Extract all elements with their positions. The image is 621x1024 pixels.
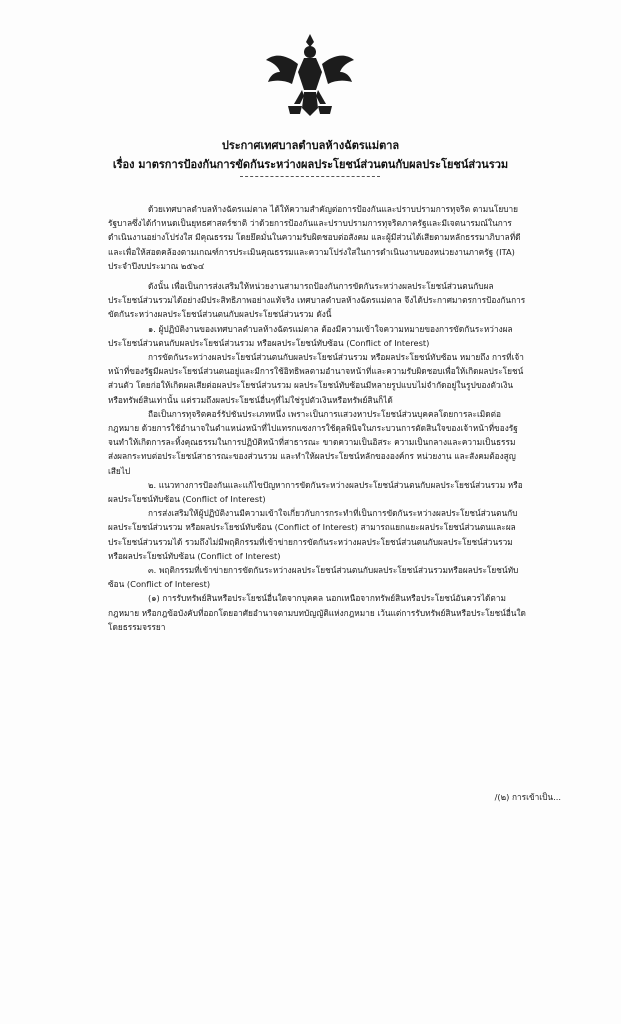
announcement-title: ประกาศเทศบาลตำบลห้างฉัตรแม่ตาล bbox=[221, 139, 400, 152]
paragraph: ๑. ผู้ปฏิบัติงานของเทศบาลตำบลห้างฉัตรแม่ตาล ต้องมีความเข้าใจความหมายของการขัดกันระหว่างผลประโยชน์ส่วนตนกับผลประโยชน์ส่วนรวม หรือผลประโยชน์ทับซ้อน (Conflict of Interest) bbox=[108, 323, 513, 348]
divider bbox=[240, 176, 380, 177]
document-body bbox=[108, 202, 526, 634]
paragraph: ถือเป็นการทุจริตคอร์รัปชันประเภทหนึ่ง เพราะเป็นการแสวงหาประโยชน์ส่วนบุคคลโดยการละเมิดต่อกฎหมาย ด้วยการใช้อำนาจในตำแหน่งหน้าที่ไปแทรกแซงการใช้ดุลพินิจในกระบวนการตัดสินใจของเจ้าหน้าที่ของรัฐ จนทำให้เกิดการละทิ้งคุณธรรมในการปฏิบัติหน้าที่สาธารณะ ขาดความเป็นอิสระ ความเป็นกลางและความเป็นธรรม ส่งผลกระทบต่อประโยชน์สาธารณะของส่วนรวม และทำให้ผลประโยชน์หลักขององค์กร หน่วยงาน และสังคมต้องสูญเสียไป bbox=[108, 408, 518, 476]
paragraph: (๑) การรับทรัพย์สินหรือประโยชน์อื่นใดจากบุคคล นอกเหนือจากทรัพย์สินหรือประโยชน์อันควรได้ตามกฎหมาย หรือกฎข้อบังคับที่ออกโดยอาศัยอำนาจตามบทบัญญัติแห่งกฎหมาย เว้นแต่การรับทรัพย์สินหรือประโยชน์อื่นใดโดยธรรมจรรยา bbox=[108, 593, 526, 632]
paragraph: ๒. แนวทางการป้องกันและแก้ไขปัญหาการขัดกันระหว่างผลประโยชน์ส่วนตนกับผลประโยชน์ส่วนรวม หรือผลประโยชน์ทับซ้อน (Conflict of Interest) bbox=[108, 479, 523, 505]
paragraph: การส่งเสริมให้ผู้ปฏิบัติงานมีความเข้าใจเกี่ยวกับการกระทำที่เป็นการขัดกันระหว่างผลประโยชน์ส่วนตนกับผลประโยชน์ส่วนรวม หรือผลประโยชน์ทับซ้อน (Conflict of Interest) สามารถแยกแยะผลประโยชน์ส่วนตนและผลประโยชน์ส่วนรวมได้ รวมถึงไม่มีพฤติกรรมที่เข้าข่ายการขัดกันระหว่างผลประโยชน์ส่วนตนกับผลประโยชน์ส่วนรวม หรือผลประโยชน์ทับซ้อน (Conflict of Interest) bbox=[108, 508, 518, 561]
paragraph: ๓. พฤติกรรมที่เข้าข่ายการขัดกันระหว่างผลประโยชน์ส่วนตนกับผลประโยชน์ส่วนรวมหรือผลประโยชน์ทับซ้อน (Conflict of Interest) bbox=[108, 565, 519, 590]
paragraph: การขัดกันระหว่างผลประโยชน์ส่วนตนกับผลประโยชน์ส่วนรวม หรือผลประโยชน์ทับซ้อน หมายถึง การที่เจ้าหน้าที่ของรัฐมีผลประโยชน์ส่วนตนอยู่และมีการใช้อิทธิพลตามอำนาจหน้าที่และความรับผิดชอบเพื่อให้เกิดผลประโยชน์ส่วนตัว โดยก่อให้เกิดผลเสียต่อผลประโยชน์ส่วนรวม ผลประโยชน์ทับซ้อนมีหลายรูปแบบไม่จำกัดอยู่ในรูปของตัวเงินหรือทรัพย์สินเท่านั้น แต่รวมถึงผลประโยชน์อื่นๆที่ไม่ใช่รูปตัวเงินหรือทรัพย์สินก็ได้ bbox=[108, 352, 524, 405]
paragraph: ด้วยเทศบาลตำบลห้างฉัตรแม่ตาล ได้ให้ความสำคัญต่อการป้องกันและปราบปรามการทุจริต ตามนโยบายรัฐบาลซึ่งได้กำหนดเป็นยุทธศาสตร์ชาติ ว่าด้วยการป้องกันและปราบปรามการทุจริตภาครัฐและมีเจตนารมณ์ในการดำเนินงานอย่างโปร่งใส มีคุณธรรม โดยยึดมั่นในความรับผิดชอบต่อสังคม และผู้มีส่วนได้เสียตามหลักธรรมาภิบาลที่ดี และเพื่อให้สอดคล้องตามเกณฑ์การประเมินคุณธรรมและความโปร่งใสในการดำเนินงานของหน่วยงานภาครัฐ (ITA) ประจำปีงบประมาณ ๒๕๖๔ bbox=[108, 204, 521, 271]
paragraph: ดังนั้น เพื่อเป็นการส่งเสริมให้หน่วยงานสามารถป้องกันการขัดกันระหว่างผลประโยชน์ส่วนตนกับผลประโยชน์ส่วนรวมได้อย่างมีประสิทธิภาพอย่างแท้จริง เทศบาลตำบลห้างฉัตรแม่ตาล จึงได้ประกาศมาตรการป้องกันการขัดกันระหว่างผลประโยชน์ส่วนตนกับผลประโยชน์ส่วนรวม ดังนี้ bbox=[108, 281, 526, 320]
announcement-subject: เรื่อง มาตรการป้องกันการขัดกันระหว่างผลประโยชน์ส่วนตนกับผลประโยชน์ส่วนรวม bbox=[112, 158, 509, 171]
continuation-marker: /(๒) การเข้าเป็น... bbox=[494, 792, 561, 802]
garuda-emblem-icon bbox=[262, 30, 358, 122]
